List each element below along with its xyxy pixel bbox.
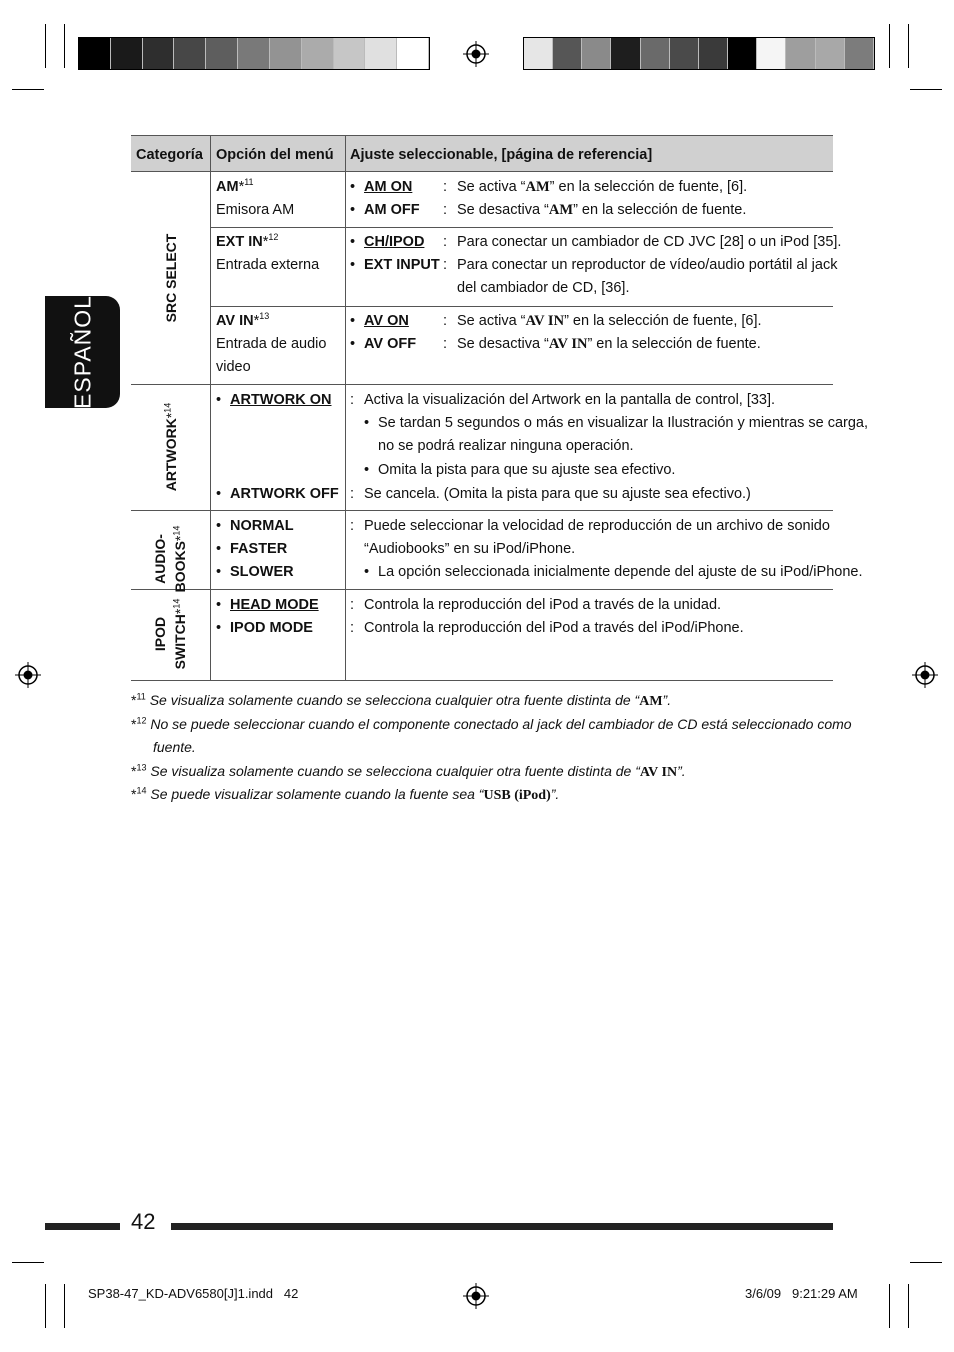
category-audiobooks: AUDIO- BOOKS*$^{14}$ <box>152 525 188 593</box>
color-swatch <box>302 38 334 69</box>
slug-datetime: 3/6/09 9:21:29 AM <box>745 1286 858 1301</box>
table-divider <box>131 510 833 511</box>
registration-target-icon <box>463 1283 489 1309</box>
crop-mark <box>12 1262 44 1263</box>
color-swatch <box>206 38 238 69</box>
crop-mark <box>908 1284 909 1328</box>
crop-mark <box>910 89 942 90</box>
registration-target-icon <box>912 662 938 688</box>
header-category: Categoría <box>136 147 203 163</box>
crop-mark <box>64 24 65 68</box>
option-ipod-mode: IPOD MODE <box>230 620 313 636</box>
page-rule-right <box>171 1223 833 1230</box>
setting-am-off: AM OFF <box>364 202 420 218</box>
option-am: AM*$^{11}$ Emisora AM <box>216 177 295 218</box>
crop-mark <box>889 1284 890 1328</box>
color-swatch <box>524 38 553 69</box>
category-src-select: SRC SELECT <box>163 233 179 323</box>
page-number: 42 <box>131 1209 156 1234</box>
option-av-in: AV IN*$^{13}$ Entrada de audio video <box>216 311 327 375</box>
slug-file-info: SP38-47_KD-ADV6580[J]1.indd 42 <box>88 1286 299 1301</box>
setting-ext-input: EXT INPUT <box>364 257 440 273</box>
color-swatch <box>845 38 874 69</box>
footnote-13: *$^{13}$ Se visualiza solamente cuando se selecciona cualquier otra fuente distinta de “AV IN”. <box>131 762 686 780</box>
crop-mark <box>64 1284 65 1328</box>
header-option: Opción del menú <box>216 147 334 163</box>
header-setting: Ajuste seleccionable, [página de referencia] <box>350 147 653 163</box>
table-divider <box>131 589 833 590</box>
color-swatch <box>270 38 302 69</box>
crop-mark <box>45 24 46 68</box>
option-head-mode: HEAD MODE <box>230 597 319 613</box>
setting-av-off: AV OFF <box>364 336 417 352</box>
footnote-11: *$^{11}$ Se visualiza solamente cuando se selecciona cualquier otra fuente distinta de “AM”. <box>131 691 672 709</box>
color-swatch <box>334 38 366 69</box>
color-swatch <box>238 38 270 69</box>
crop-mark <box>908 24 909 68</box>
color-calibration-bar-left <box>78 37 430 70</box>
setting-am-on: AM ON <box>364 179 413 195</box>
color-swatch <box>611 38 640 69</box>
table-divider <box>211 306 833 307</box>
registration-target-icon <box>15 662 41 688</box>
color-swatch <box>582 38 611 69</box>
color-swatch <box>174 38 206 69</box>
color-swatch <box>365 38 397 69</box>
setting-av-on: AV ON <box>364 313 409 329</box>
table-divider <box>345 135 346 680</box>
color-calibration-bar-right <box>523 37 875 70</box>
color-swatch <box>786 38 815 69</box>
color-swatch <box>641 38 670 69</box>
crop-mark <box>910 1262 942 1263</box>
crop-mark <box>12 89 44 90</box>
table-divider <box>211 227 833 228</box>
menu-settings-table: Categoría Opción del menú Ajuste seleccionable, [página de referencia] SRC SELECT AM*$^{11}$ Emisora AM • AM ON : Se activa “AM” en la selección de fuente, [6]. • AM OFF : Se desactiva “AM” en la selección de fuente. EXT IN*$^{12}$ Entrada externa • CH/IPOD : Para conectar un cambiador de CD JVC [28] o un iPod [35]. • EXT INPUT : Para conectar un reproductor de vídeo/audio portátil al jack del cambiador de CD, [36]. AV IN*$^{13}$ Entrada de audio video • AV ON : Se activa “AV IN” en la selección de fuente, [6]. • AV OFF : Se desactiva “AV IN” en la selección de fuente. ARTWORK*$^{14}$ • ARTWORK ON • ARTWORK OFF : Activa la visualización del Artwork en la pantalla de control, [33]. • Se tardan 5 segundos o más en visualizar la Ilustración y mientras se carga, no se podrá realizar ninguna operación. • Omita la pista para que su ajuste sea efectivo. : Se cancela. (Omita la pista para que su ajuste sea efectivo.) AUDIO- BOOKS*$^{14}$ • NORMAL • FASTER • SLOWER : Puede seleccionar la velocidad de reproducción de un archivo de sonido “Audiobooks” en su iPod/iPhone. • La opción seleccionada inicialmente depende del ajuste de su iPod/iPhone. IPOD SWITCH*$^{14}$ • HEAD MODE • IPOD MODE : Controla la reproducción del iPod a través de la unidad. : Controla la reproducción del iPod a través del iPod/iPhone. <box>131 135 833 681</box>
option-artwork-off: ARTWORK OFF <box>230 486 339 502</box>
table-header <box>131 135 833 172</box>
language-tab <box>45 296 120 408</box>
option-faster: FASTER <box>230 541 288 557</box>
color-swatch <box>816 38 845 69</box>
option-slower: SLOWER <box>230 564 294 580</box>
color-swatch <box>111 38 143 69</box>
color-swatch <box>553 38 582 69</box>
footnote-14: *$^{14}$ Se puede visualizar solamente cuando la fuente sea “USB (iPod)”. <box>131 785 560 803</box>
option-normal: NORMAL <box>230 518 294 534</box>
color-swatch <box>757 38 786 69</box>
color-swatch <box>728 38 757 69</box>
color-swatch <box>699 38 728 69</box>
registration-target-icon <box>463 41 489 67</box>
table-divider <box>131 384 833 385</box>
crop-mark <box>45 1284 46 1328</box>
setting-ch-ipod: CH/IPOD <box>364 234 425 250</box>
category-ipod-switch: IPOD SWITCH*$^{14}$ <box>152 598 188 670</box>
page-rule-left <box>45 1223 120 1230</box>
color-swatch <box>670 38 699 69</box>
crop-mark <box>889 24 890 68</box>
category-artwork: ARTWORK*$^{14}$ <box>162 402 179 492</box>
table-divider <box>210 135 211 680</box>
footnote-12: *$^{12}$ No se puede seleccionar cuando el componente conectado al jack del cambiador de CD está seleccionado como fuente. <box>131 715 852 755</box>
language-tab-label: ESPAÑOL <box>69 295 95 409</box>
table-divider <box>131 680 833 681</box>
option-ext-in: EXT IN*$^{12}$ Entrada externa <box>216 232 320 273</box>
color-swatch <box>143 38 175 69</box>
color-swatch <box>397 38 429 69</box>
option-artwork-on: ARTWORK ON <box>230 392 332 408</box>
color-swatch <box>79 38 111 69</box>
